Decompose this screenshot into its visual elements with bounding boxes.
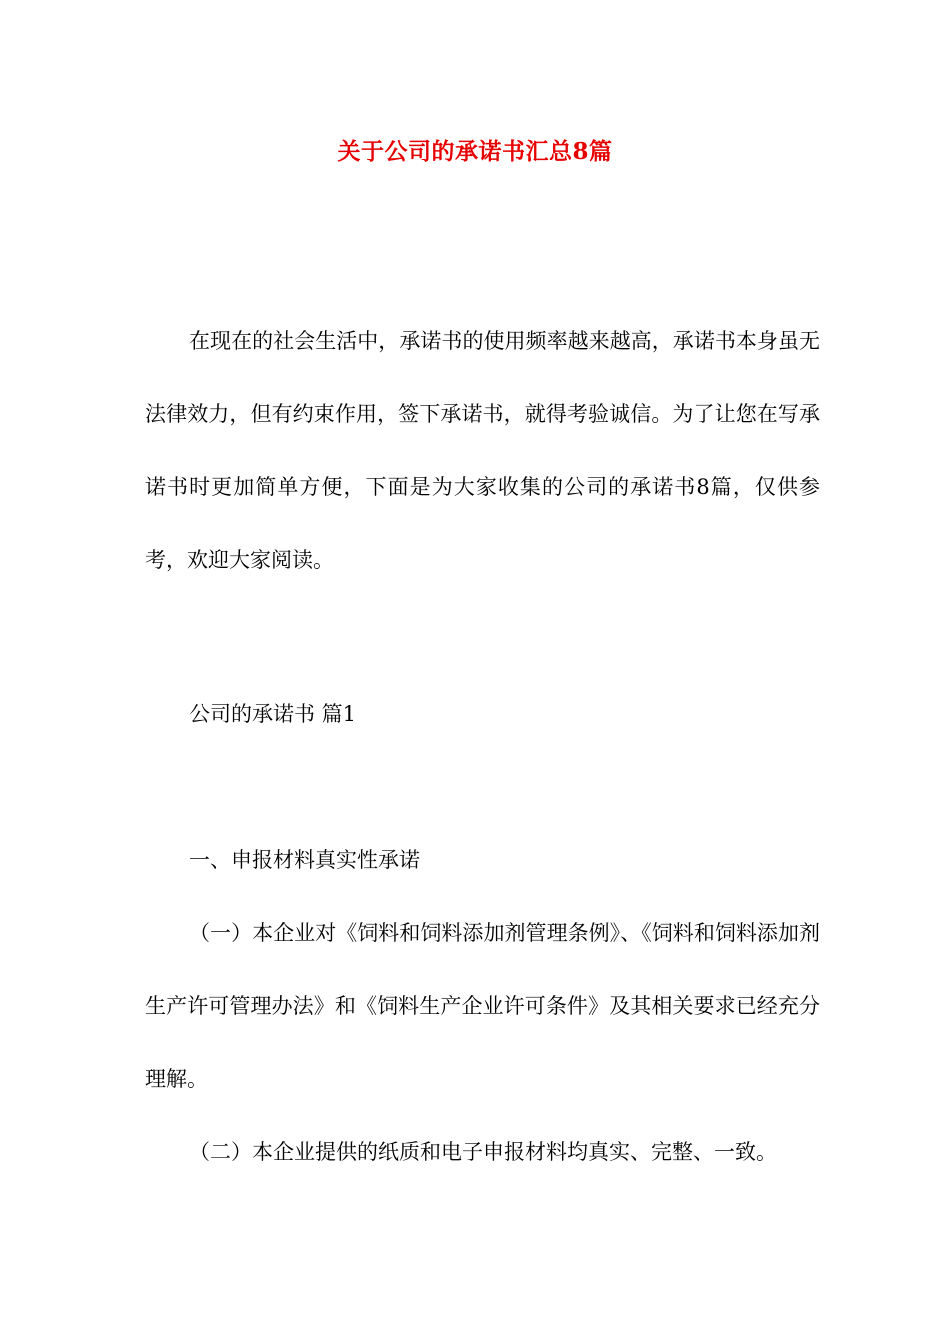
point-paragraph-2: （二）本企业提供的纸质和电子申报材料均真实、完整、一致。 bbox=[189, 1140, 777, 1164]
point-heading: 一、申报材料真实性承诺 bbox=[189, 848, 420, 872]
point-paragraph-1: （一）本企业对《饲料和饲料添加剂管理条例》、《饲料和饲料添加剂生产许可管理办法》和《饲料生产企业许可条件》及其相关要求已经充分理解。 bbox=[145, 921, 820, 1091]
section-heading: 公司的承诺书 篇1 bbox=[189, 702, 357, 726]
intro-paragraph: 在现在的社会生活中，承诺书的使用频率越来越高，承诺书本身虽无法律效力，但有约束作用，签下承诺书，就得考验诚信。为了让您在写承诺书时更加简单方便，下面是为大家收集的公司的承诺书8篇，仅供参考，欢迎大家阅读。 bbox=[145, 329, 820, 572]
document-title: 关于公司的承诺书汇总8篇 bbox=[337, 138, 613, 165]
